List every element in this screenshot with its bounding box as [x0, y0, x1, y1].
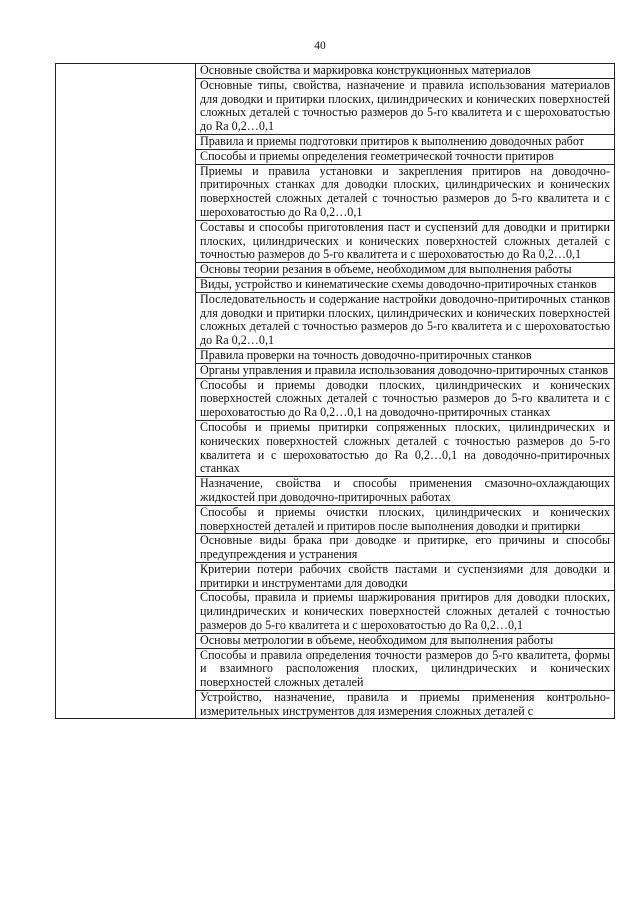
table-cell: Способы и приемы определения геометрической точности притиров: [196, 149, 615, 164]
table-cell: Способы, правила и приемы шаржирования притиров для доводки плоских, цилиндрических и конических поверхностей сложных деталей с точностью размеров до 5-го квалитета и с шероховатостью до Ra 0,2…0,1: [196, 591, 615, 633]
page-number: 40: [314, 40, 326, 52]
table-row: [56, 64, 615, 79]
table-cell: Правила проверки на точность доводочно-притирочных станков: [196, 348, 615, 363]
table-cell-continued: [196, 691, 615, 719]
table-cell: Основы метрологии в объеме, необходимом для выполнения работы: [196, 633, 615, 648]
requirements-table: [55, 63, 615, 719]
table-cell: Способы и приемы притирки сопряженных плоских, цилиндрических и конических поверхностей сложных деталей с точностью размеров до 5-го квалитета и с шероховатостью до Ra 0,2…0,1 на доводочно-притирочных станках: [196, 420, 615, 476]
table-cell: Способы и правила определения точности размеров до 5-го квалитета, формы и взаимного расположения плоских, цилиндрических и конических поверхностей сложных деталей: [196, 648, 615, 690]
table-cell: Основы теории резания в объеме, необходимом для выполнения работы: [196, 263, 615, 278]
table-cell-text: Устройство, назначение, правила и приемы применения контрольно-измерительных инструментов для измерения сложных деталей с: [200, 691, 610, 718]
table-cell: Основные виды брака при доводке и притирке, его причины и способы предупреждения и устранения: [196, 534, 615, 563]
table-cell: Способы и приемы очистки плоских, цилиндрических и конических поверхностей деталей и притиров после выполнения доводки и притирки: [196, 505, 615, 534]
table-cell: Правила и приемы подготовки притиров к выполнению доводочных работ: [196, 134, 615, 149]
table-cell: Основные свойства и маркировка конструкционных материалов: [196, 64, 615, 79]
empty-label-cell: [56, 64, 196, 719]
table-cell: Критерии потери рабочих свойств пастами и суспензиями для доводки и притирки и инструментами для доводки: [196, 562, 615, 591]
table-cell: Органы управления и правила использования доводочно-притирочных станков: [196, 363, 615, 378]
table-cell: Последовательность и содержание настройки доводочно-притирочных станков для доводки и притирки плоских, цилиндрических и конических поверхностей сложных деталей с точностью размеров до 5-го квалитета и с шероховатостью до Ra 0,2…0,1: [196, 292, 615, 348]
table-cell: Составы и способы приготовления паст и суспензий для доводки и притирки плоских, цилиндрических и конических поверхностей сложных деталей с точностью размеров до 5-го квалитета и с шероховатостью до Ra 0,2…0,1: [196, 220, 615, 262]
table-cell: Виды, устройство и кинематические схемы доводочно-притирочных станков: [196, 277, 615, 292]
table-cell: Способы и приемы доводки плоских, цилиндрических и конических поверхностей сложных деталей с точностью размеров до 5-го квалитета и с шероховатостью до Ra 0,2…0,1 на доводочно-притирочных станках: [196, 378, 615, 420]
table-cell: Основные типы, свойства, назначение и правила использования материалов для доводки и притирки плоских, цилиндрических и конических поверхностей сложных деталей с точностью размеров до 5-го квалитета и с шероховатостью до Ra 0,2…0,1: [196, 78, 615, 134]
table-cell: Приемы и правила установки и закрепления притиров на доводочно-притирочных станках для доводки плоских, цилиндрических и конических поверхностей сложных деталей с точностью размеров до 5-го квалитета и с шероховатостью до Ra 0,2…0,1: [196, 164, 615, 220]
table-cell: Назначение, свойства и способы применения смазочно-охлаждающих жидкостей при доводочно-притирочных работах: [196, 477, 615, 506]
